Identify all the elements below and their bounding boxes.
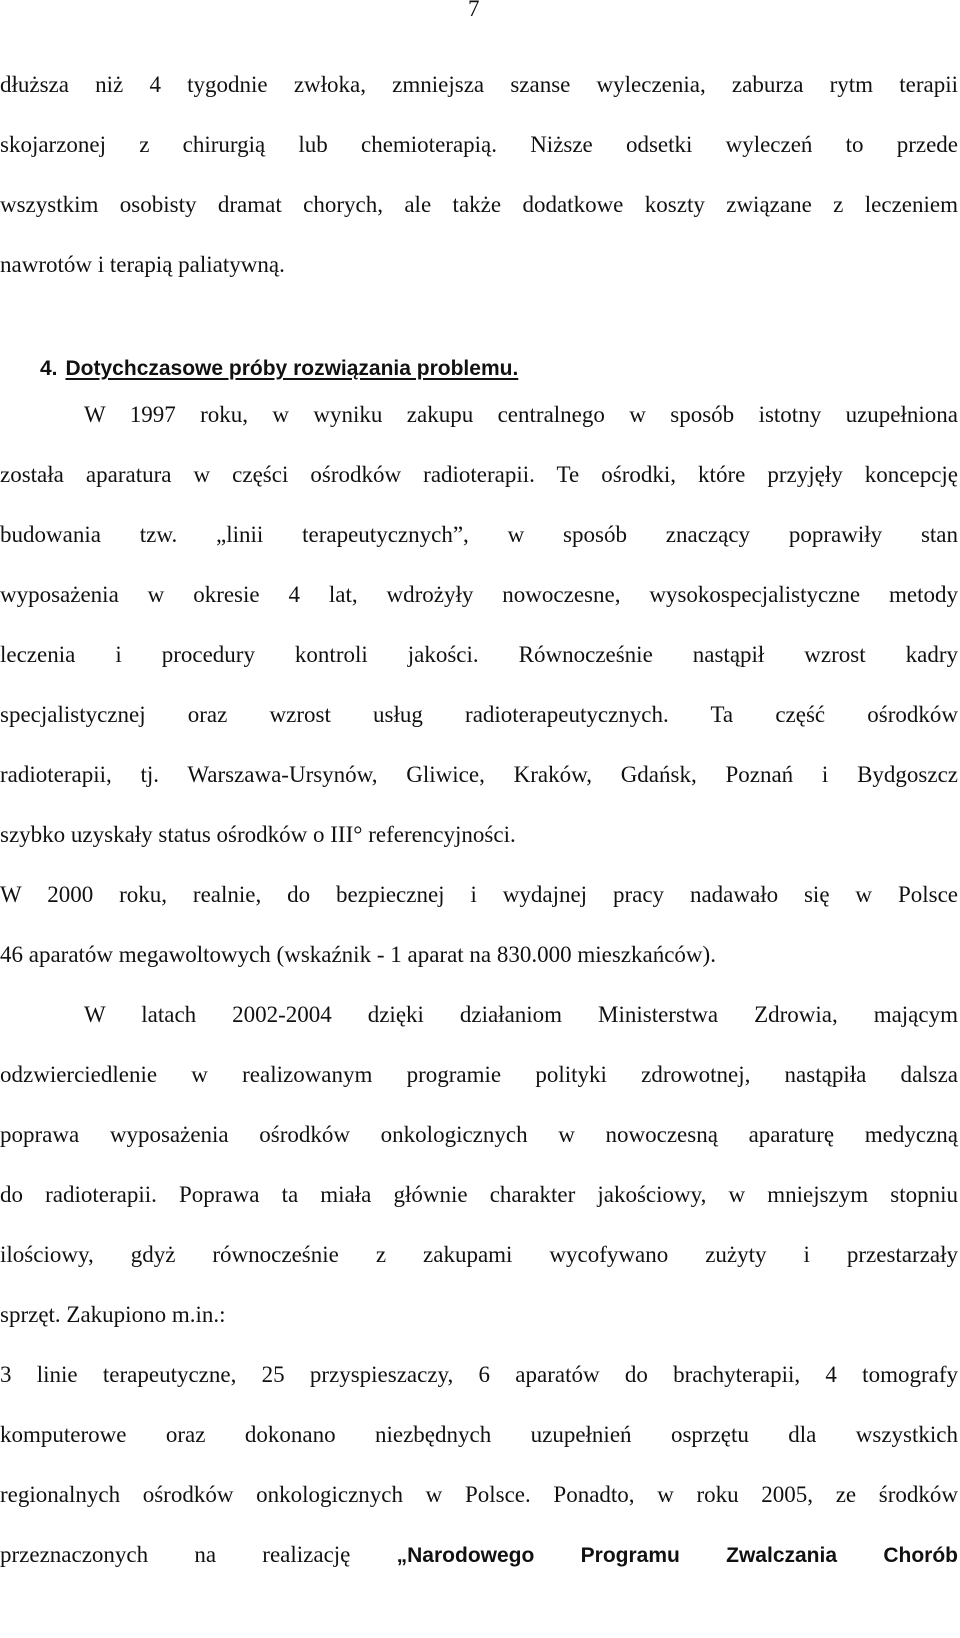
body-line: W 2000 roku, realnie, do bezpiecznej i wydajnej pracy nadawało się w Polsce [0, 882, 958, 907]
body-line: W 1997 roku, w wyniku zakupu centralnego w sposób istotny uzupełniona [84, 402, 958, 427]
body-line: wszystkim osobisty dramat chorych, ale także dodatkowe koszty związane z leczeniem [0, 192, 958, 217]
section-number: 4. [40, 357, 58, 380]
body-line: sprzęt. Zakupiono m.in.: [0, 1302, 226, 1327]
last-line-prefix: przeznaczonych na realizację [0, 1542, 397, 1567]
body-line: komputerowe oraz dokonano niezbędnych uzupełnień osprzętu dla wszystkich [0, 1422, 958, 1447]
section-heading [40, 355, 518, 383]
body-line: do radioterapii. Poprawa ta miała głównie charakter jakościowy, w mniejszym stopniu [0, 1182, 958, 1207]
body-line: wyposażenia w okresie 4 lat, wdrożyły nowoczesne, wysokospecjalistyczne metody [0, 582, 958, 607]
body-line: radioterapii, tj. Warszawa-Ursynów, Gliwice, Kraków, Gdańsk, Poznań i Bydgoszcz [0, 762, 958, 787]
page-number: 7 [468, 0, 480, 21]
body-line: skojarzonej z chirurgią lub chemioterapią. Niższe odsetki wyleczeń to przede [0, 132, 958, 157]
body-line: 3 linie terapeutyczne, 25 przyspieszaczy, 6 aparatów do brachyterapii, 4 tomografy [0, 1362, 958, 1387]
body-line: poprawa wyposażenia ośrodków onkologicznych w nowoczesną aparaturę medyczną [0, 1122, 958, 1147]
program-name: „Narodowego Programu Zwalczania Chorób [396, 1544, 958, 1567]
body-line: 46 aparatów megawoltowych (wskaźnik - 1 aparat na 830.000 mieszkańców). [0, 942, 716, 967]
body-line: specjalistycznej oraz wzrost usług radioterapeutycznych. Ta część ośrodków [0, 702, 958, 727]
body-line-last [0, 1540, 958, 1571]
body-line: ilościowy, gdyż równocześnie z zakupami wycofywano zużyty i przestarzały [0, 1242, 958, 1267]
body-line: szybko uzyskały status ośrodków o III° referencyjności. [0, 822, 516, 847]
body-line: odzwierciedlenie w realizowanym programie polityki zdrowotnej, nastąpiła dalsza [0, 1062, 958, 1087]
body-line: leczenia i procedury kontroli jakości. Równocześnie nastąpił wzrost kadry [0, 642, 958, 667]
body-line: regionalnych ośrodków onkologicznych w Polsce. Ponadto, w roku 2005, ze środków [0, 1482, 958, 1507]
body-line: została aparatura w części ośrodków radioterapii. Te ośrodki, które przyjęły koncepcję [0, 462, 958, 487]
body-line: nawrotów i terapią paliatywną. [0, 252, 285, 277]
body-line: dłuższa niż 4 tygodnie zwłoka, zmniejsza szanse wyleczenia, zaburza rytm terapii [0, 72, 958, 97]
body-line: budowania tzw. „linii terapeutycznych”, w sposób znaczący poprawiły stan [0, 522, 958, 547]
section-title: Dotychczasowe próby rozwiązania problemu. [65, 357, 519, 380]
body-line: W latach 2002-2004 dzięki działaniom Ministerstwa Zdrowia, mającym [84, 1002, 958, 1027]
